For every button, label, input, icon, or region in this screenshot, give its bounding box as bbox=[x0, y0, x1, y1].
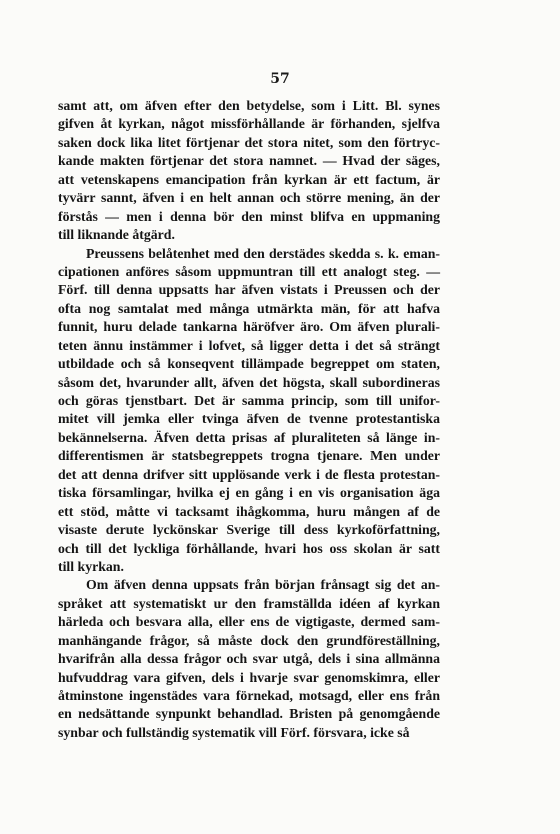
text-line: tyvärr sannt, äfven i en helt annan och större mening, än der bbox=[58, 190, 440, 206]
text-line: bekännelserna. Äfven detta prisas af pluraliteten så länge in- bbox=[58, 429, 440, 445]
text-line: teten ännu instämmer i lofvet, så ligger detta i det så strängt bbox=[58, 337, 440, 353]
text-line: differentismen är statsbegreppets trogna tjenare. Men under bbox=[58, 448, 440, 464]
text-line: det att denna drifver sitt upplösande verk i de flesta protestan- bbox=[58, 466, 440, 482]
body-text bbox=[58, 97, 440, 742]
text-line: Förf. till denna uppsatts har äfven vistats i Preussen och der bbox=[58, 282, 440, 298]
text-line: gifven åt kyrkan, något missförhållande är förhanden, sjelfva bbox=[58, 116, 440, 132]
text-line: synbar och fullständig systematik vill Förf. försvara, icke så bbox=[58, 724, 410, 740]
text-line: till liknande åtgärd. bbox=[58, 227, 175, 243]
text-line: förstås — men i denna bör den minst blifva en uppmaning bbox=[58, 208, 440, 224]
text-line: mitet vill jemka eller tvinga äfven de tvenne protestantiska bbox=[58, 411, 440, 427]
text-line: hvarifrån alla dessa frågor och svar utgå, dels i sina allmänna bbox=[58, 651, 440, 667]
text-line: manhängande frågor, så måste dock den grundföreställning, bbox=[58, 632, 440, 648]
text-line: Om äfven denna uppsats från början frånsagt sig det an- bbox=[86, 577, 440, 593]
text-line: Preussens belåtenhet med den derstädes skedda s. k. eman- bbox=[86, 245, 440, 261]
text-line: utbildade och så konseqvent tillämpade begreppet om staten, bbox=[58, 356, 440, 372]
text-line: tiska församlingar, hvilka ej en gång i en vis organisation äga bbox=[58, 485, 440, 501]
paragraph bbox=[58, 97, 440, 245]
text-line: saken dock lika litet förtjenar det stora nitet, som den förtryc- bbox=[58, 134, 440, 150]
page-number: 57 bbox=[270, 71, 290, 87]
text-line: till kyrkan. bbox=[58, 558, 124, 574]
text-line: kande makten förtjenar det stora namnet. — Hvad der säges, bbox=[58, 153, 440, 169]
text-line: funnit, huru delade tankarna häröfver äro. Om äfven plurali- bbox=[58, 319, 440, 335]
text-line: och göras tjenstbart. Det är samma princip, som till unifor- bbox=[58, 393, 440, 408]
text-line: hufvuddrag vara gifven, dels i hvarje svar genomskimra, eller bbox=[58, 669, 440, 685]
text-line: språket att systematiskt ur den framställda idéen af kyrkan bbox=[58, 595, 440, 611]
text-line: visaste derute lyckönskar Sverige till dess kyrkoförfattning, bbox=[58, 522, 440, 538]
text-line: att vetenskapens emancipation från kyrkan är ett factum, är bbox=[58, 171, 440, 187]
paragraph bbox=[58, 245, 440, 577]
text-line: och till det lyckliga förhållande, hvari hos oss skolan är satt bbox=[58, 540, 440, 556]
text-line: såsom det, hvarunder allt, äfven det högsta, skall subordineras bbox=[58, 374, 440, 390]
text-line: härleda och besvara alla, eller ens de vigtigaste, dermed sam- bbox=[58, 614, 440, 630]
text-line: en nedsättande synpunkt behandlad. Bristen på genomgående bbox=[58, 706, 440, 722]
text-line: ofta nog samtalat med många utmärkta män, för att hafva bbox=[58, 300, 440, 316]
text-line: åtminstone ingenstädes vara förnekad, motsagd, eller ens från bbox=[58, 688, 440, 703]
text-line: samt att, om äfven efter den betydelse, som i Litt. Bl. synes bbox=[58, 98, 440, 113]
text-line: ett stöd, måtte vi tacksamt ihågkomma, huru mången af de bbox=[58, 503, 440, 519]
text-line: cipationen anföres såsom uppmuntran till ett analogt steg. — bbox=[58, 263, 440, 279]
paragraph bbox=[58, 576, 440, 742]
